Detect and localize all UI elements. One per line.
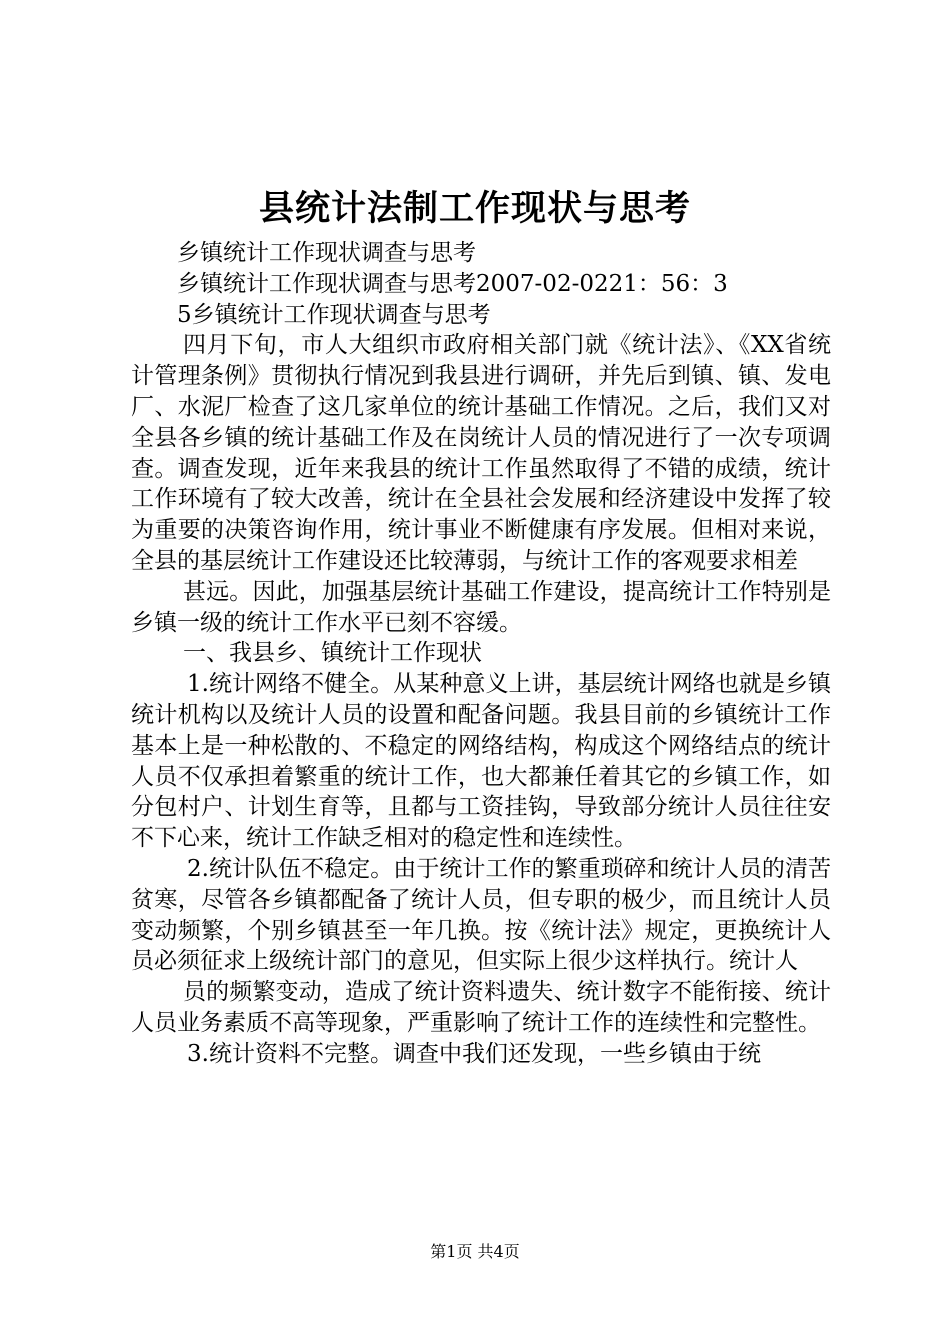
- paragraph-point-2-continued: 员的频繁变动，造成了统计资料遗失、统计数字不能衔接、统计人员业务素质不高等现象，严重影响了统计工作的连续性和完整性。: [131, 979, 831, 1036]
- paragraph-subtitle-1: 乡镇统计工作现状调查与思考: [177, 240, 476, 266]
- paragraph-subtitle-3: 5乡镇统计工作现状调查与思考: [177, 301, 491, 328]
- section-heading-1: 一、我县乡、镇统计工作现状: [183, 640, 482, 667]
- paragraph-subtitle-2: 乡镇统计工作现状调查与思考2007-02-0221：56：3: [177, 270, 728, 297]
- document-title: 县统计法制工作现状与思考: [258, 188, 691, 229]
- paragraph-point-1: 1.统计网络不健全。从某种意义上讲，基层统计网络也就是乡镇统计机构以及统计人员的设置和配备问题。我县目前的乡镇统计工作基本上是一种松散的、不稳定的网络结构，构成这个网络结点的统计人员不仅承担着繁重的统计工作，也大都兼任着其它的乡镇工作，如分包村户、计划生育等，且都与工资挂钩，导致部分统计人员往往安不下心来，统计工作缺乏相对的稳定性和连续性。: [131, 671, 831, 852]
- paragraph-intro: 四月下旬，市人大组织市政府相关部门就《统计法》、《XX省统计管理条例》贯彻执行情况到我县进行调研，并先后到镇、镇、发电厂、水泥厂检查了这几家单位的统计基础工作情况。之后，我们又对全县各乡镇的统计基础工作及在岗统计人员的情况进行了一次专项调查。调查发现，近年来我县的统计工作虽然取得了不错的成绩，统计工作环境有了较大改善，统计在全县社会发展和经济建设中发挥了较为重要的决策咨询作用，统计事业不断健康有序发展。但相对来说，全县的基层统计工作建设还比较薄弱，与统计工作的客观要求相差: [131, 332, 831, 574]
- page-footer: 第1页 共4页: [430, 1242, 520, 1261]
- paragraph-point-2: 2.统计队伍不稳定。由于统计工作的繁重琐碎和统计人员的清苦贫寒，尽管各乡镇都配备了统计人员，但专职的极少，而且统计人员变动频繁，个别乡镇甚至一年几换。按《统计法》规定，更换统计人员必须征求上级统计部门的意见，但实际上很少这样执行。统计人: [131, 855, 831, 975]
- paragraph-intro-continued: 甚远。因此，加强基层统计基础工作建设，提高统计工作特别是乡镇一级的统计工作水平已刻不容缓。: [131, 578, 831, 636]
- paragraph-point-3: 3.统计资料不完整。调查中我们还发现，一些乡镇由于统: [187, 1040, 761, 1067]
- document-body: [131, 238, 831, 1070]
